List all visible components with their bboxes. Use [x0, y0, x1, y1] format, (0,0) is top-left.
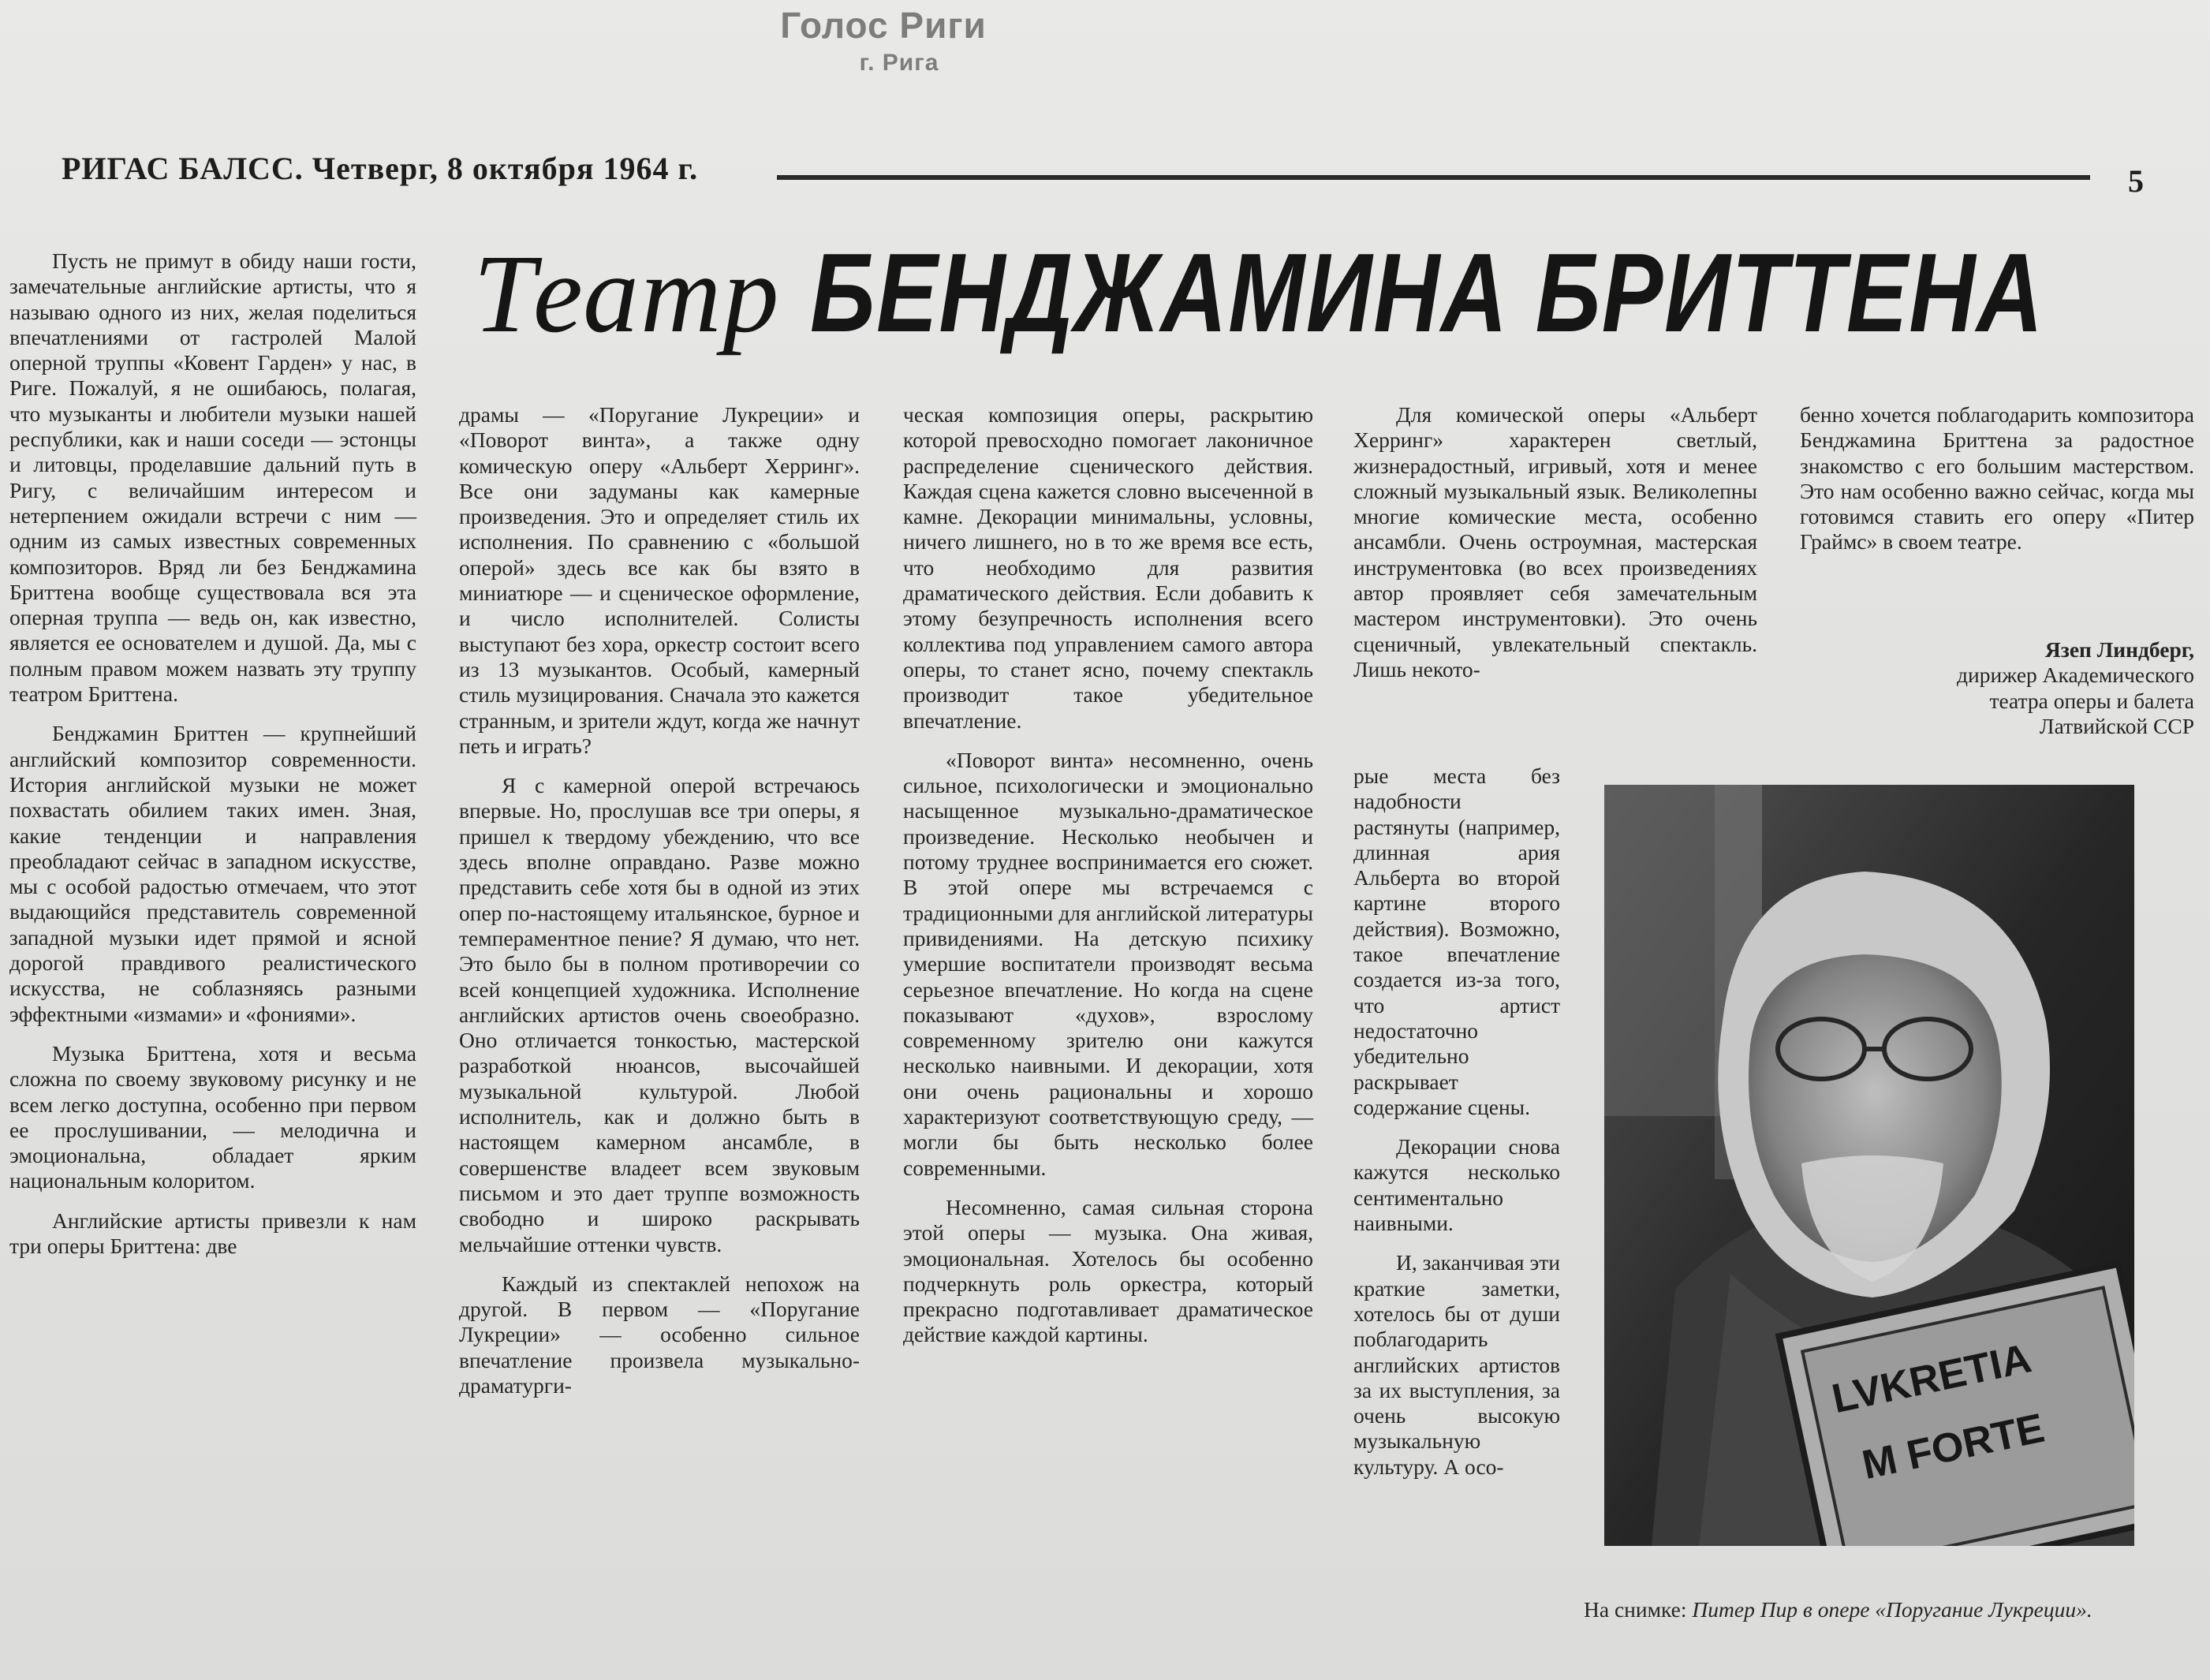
photo-portrait	[1604, 785, 2134, 1546]
author-title: Латвийской ССР	[2039, 713, 2194, 738]
article-column-2	[459, 402, 860, 1398]
author-name: Язеп Линдберг,	[2044, 637, 2194, 662]
paragraph: бенно хочется поблагодарить композитора Бенджамина Бриттена за радостное знакомство с его большим мастерством. Это нам особенно важно сейчас, когда мы готовимся ставить его оперу «Питер Граймс» в своем театре.	[1800, 402, 2194, 554]
author-title: дирижер Академического	[1957, 663, 2194, 688]
paragraph: И, заканчивая эти краткие заметки, хотелось бы от души поблагодарить английских артистов за их выступления, за очень высокую музыкальную культуру. А осо-	[1353, 1250, 1560, 1479]
article-column-5	[1800, 402, 2194, 555]
caption-prefix: На снимке:	[1584, 1597, 1687, 1622]
library-stamp	[694, 3, 1073, 79]
paragraph: Я с камерной оперой встречаюсь впервые. Но, прослушав все три оперы, я пришел к твердому убеждению, что все здесь вполне оправдано. Разве можно представить себе хотя бы в одной из этих опер по-настоящему итальянское, бурное и темпераментное пение? Я думаю, что нет. Это было бы в полном противоречии со всей концепцией художника. Исполнение английских артистов очень своеобразно. Оно отличается тонкостью, мастерской разработкой нюансов, высочайшей музыкальной культурой. Любой исполнитель, как и должно быть в настоящем камерном ансамбле, в совершенстве владеет всем звуковым письмом и это дает труппе возможность свободно и широко раскрывать мельчайшие оттенки чувств.	[459, 773, 860, 1256]
author-title: театра оперы и балета	[1989, 688, 2194, 713]
paragraph: Несомненно, самая сильная сторона этой оперы — музыка. Она живая, эмоциональная. Хотелось бы особенно подчеркнуть роль оркестра, который прекрасно подготавливает драматическое действие каждой картины.	[903, 1194, 1313, 1347]
caption-text: Питер Пир в опере «Поругание Лукреции».	[1692, 1597, 2092, 1622]
masthead: РИГАС БАЛСС. Четверг, 8 октября 1964 г.	[62, 151, 699, 186]
headline-word-theatre: Театр	[473, 231, 781, 356]
article-column-3	[903, 402, 1313, 1348]
stamp-line-1: Голос Риги	[780, 5, 987, 46]
author-signature	[1800, 637, 2194, 739]
article-headline	[473, 230, 2193, 357]
article-photo	[1604, 785, 2134, 1546]
photo-sign-text: M FORTE	[1858, 1405, 2048, 1489]
stamp-line-2: г. Рига	[859, 50, 939, 76]
page-number: 5	[2128, 163, 2144, 199]
paragraph: Бенджамин Бриттен — крупнейший английский композитор современности. История английской музыки не может похвастать обилием таких имен. Зная, какие тенденции и направления преобладают сейчас в западном искусстве, мы с особой радостью отмечаем, что этот выдающийся представитель современной западной музыки идет прямой и ясной дорогой правдивого реалистического искусства, не соблазняясь разными эффектными «измами» и «фониями».	[9, 721, 416, 1026]
paragraph: Пусть не примут в обиду наши гости, замечательные английские артисты, что я называю одного из них, желая поделиться впечатлениями от гастролей Малой оперной труппы «Ковент Гарден» у нас, в Риге. Пожалуй, я не ошибаюсь, полагая, что музыканты и любители музыки нашей республики, как и наши соседи — эстонцы и литовцы, проделавшие дальний путь в Ригу, с величайшим интересом и нетерпением ожидали встречи с ним — одним из самых известных современных композиторов. Вряд ли без Бенджамина Бриттена вообще существовала вся эта оперная труппа — ведь он, как известно, является ее основателем и душой. Да, мы с полным правом можем назвать эту труппу театром Бриттена.	[9, 248, 416, 707]
photo-sign-text: LVKRETIA	[1827, 1335, 2036, 1423]
article-column-4-narrow	[1353, 763, 1560, 1480]
paragraph: Каждый из спектаклей непохож на другой. В первом — «Поругание Лукреции» — особенно сильное впечатление произвела музыкально-драматурги-	[459, 1271, 860, 1398]
paragraph: Музыка Бриттена, хотя и весьма сложна по своему звуковому рисунку и не всем легко доступна, особенно при первом ее прослушивании, — мелодична и эмоциональна, обладает ярким национальным колоритом.	[9, 1040, 416, 1193]
paragraph: «Поворот винта» несомненно, очень сильное, психологически и эмоционально насыщенное музыкально-драматическое произведение. Несколько необычен и потому труднее воспринимается его сюжет. В этой опере мы встречаемся с традиционными для английской литературы привидениями. На детскую психику умершие воспитатели производят весьма серьезное впечатление. Но когда на сцене показывают «духов», взрослому современному зрителю они кажутся несколько наивными. И декорации, хотя они очень рациональны и хорошо характеризуют соответствующую среду, — могли бы быть несколько более современными.	[903, 747, 1313, 1180]
paragraph: Английские артисты привезли к нам три оперы Бриттена: две	[9, 1208, 416, 1258]
headline-name: БЕНДЖАМИНА БРИТТЕНА	[810, 230, 2044, 356]
article-column-4-top	[1353, 402, 1757, 682]
paragraph: ческая композиция оперы, раскрытию которой превосходно помогает лаконичное распределение сценического действия. Каждая сцена кажется словно высеченной в камне. Декорации минимальны, условны, ничего лишнего, но в то же время все есть, что необходимо для развития драматического действия. Если добавить к этому безупречность исполнения всего коллектива под управлением самого автора оперы, то станет ясно, почему спектакль производит такое убедительное впечатление.	[903, 402, 1313, 733]
article-column-1	[9, 248, 416, 1259]
masthead-rule	[777, 175, 2090, 180]
paragraph: драмы — «Поругание Лукреции» и «Поворот винта», а также одну комическую оперу «Альберт Херринг». Все они задуманы как камерные произведения. Это и определяет стиль их исполнения. По сравнению с «большой оперой» здесь все как бы взято в миниатюре — и сценическое оформление, и число исполнителей. Солисты выступают без хора, оркестр состоит всего из 13 музыкантов. Особый, камерный стиль музицирования. Сначала это кажется странным, и зрители ждут, когда же начнут петь и играть?	[459, 402, 860, 758]
photo-caption	[1584, 1596, 2183, 1623]
paragraph: Для комической оперы «Альберт Херринг» характерен светлый, жизнерадостный, игривый, хотя и менее сложный музыкальный язык. Великолепны многие комические места, особенно ансамбли. Очень остроумная, мастерская инструментовка (во всех произведениях автор проявляет себя замечательным мастером инструментовки). Это очень сценичный, увлекательный спектакль. Лишь некото-	[1353, 402, 1757, 681]
paragraph: рые места без надобности растянуты (например, длинная ария Альберта во второй картине второго действия). Возможно, такое впечатление создается из-за того, что артист недостаточно убедительно раскрывает содержание сцены.	[1353, 763, 1560, 1119]
paragraph: Декорации снова кажутся несколько сентиментально наивными.	[1353, 1134, 1560, 1236]
